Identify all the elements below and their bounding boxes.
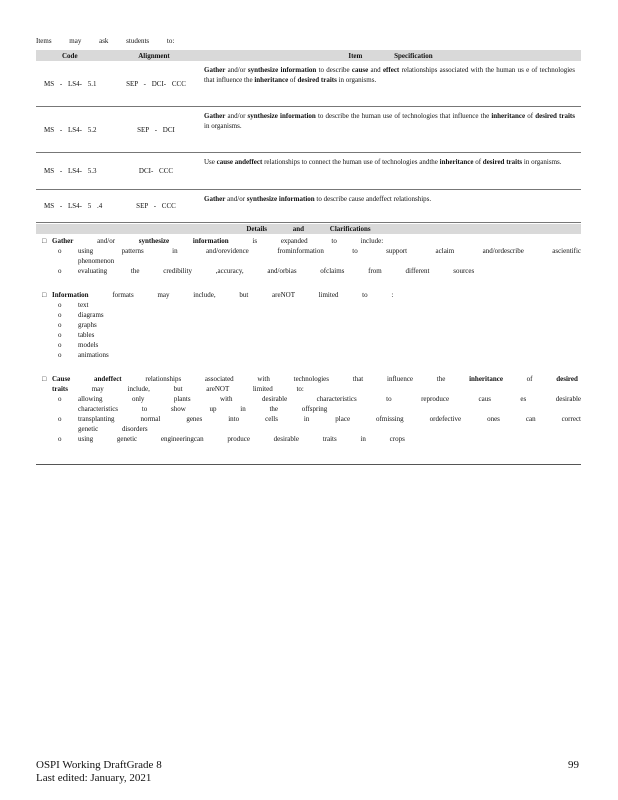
row-alignment: SEP - CCC <box>136 202 176 210</box>
circle-bullet-icon: o <box>58 435 62 443</box>
bold-term: cause andeffect <box>216 158 263 166</box>
text-run: and/or <box>225 112 248 120</box>
header-spec: Item Specification <box>348 51 433 60</box>
bold-term: synthesize <box>246 195 278 203</box>
sub-bullet-item <box>42 246 581 266</box>
bold-term: inheritance <box>439 158 474 166</box>
square-bullet-icon: □ <box>42 237 47 245</box>
text-run: of <box>502 375 557 383</box>
sub-bullet-text: evaluating the credibility ,accuracy, and/orbias ofclaims from different sources <box>78 267 475 275</box>
sub-bullet-text: models <box>78 341 99 349</box>
circle-bullet-icon: o <box>58 331 62 339</box>
bold-term: desired traits <box>52 375 578 393</box>
text-run: of <box>473 158 483 166</box>
sub-bullet-text: animations <box>78 351 109 359</box>
bold-term: cause <box>351 66 369 74</box>
clarification-block <box>42 374 581 444</box>
text-run: of <box>288 76 298 84</box>
bold-term: Gather <box>204 195 226 203</box>
text-run: formats may include, but areNOT limited to : <box>88 291 394 299</box>
text-run: in organisms. <box>336 76 377 84</box>
row-specification <box>204 190 581 222</box>
circle-bullet-icon: o <box>58 415 62 423</box>
bold-term: Gather <box>204 112 226 120</box>
sub-bullet-text: text <box>78 301 89 309</box>
bold-term: synthesize <box>247 66 279 74</box>
row-specification <box>204 107 581 152</box>
circle-bullet-icon: o <box>58 267 62 275</box>
sub-bullet-text: transplanting normal genes into cells in place ofmissing ordefective ones can correct genetic disorders <box>78 415 581 433</box>
clarification-block <box>42 236 581 276</box>
sub-bullet-text: graphs <box>78 321 97 329</box>
table-row <box>36 61 581 107</box>
bold-term: desired traits <box>535 112 575 120</box>
details-header: Details and Clarifications <box>36 224 581 234</box>
text-run: relationships associated with the human us e of technologies that influence the <box>204 66 576 84</box>
bullet-item <box>42 374 581 394</box>
square-bullet-icon: □ <box>42 375 47 383</box>
sub-bullet-item <box>42 340 581 350</box>
row-specification <box>204 153 581 189</box>
text-run: relationships associated with technologies that influence the <box>121 375 470 383</box>
table-row <box>36 190 581 223</box>
circle-bullet-icon: o <box>58 311 62 319</box>
sub-bullet-item <box>42 320 581 330</box>
item-specification-table <box>36 50 581 465</box>
sub-bullet-item <box>42 310 581 320</box>
row-alignment: SEP - DCI- CCC <box>126 79 186 88</box>
sub-bullet-text: allowing only plants with desirable characteristics to reproduce caus es desirable characteristics to show up in the offspring <box>78 395 581 413</box>
bold-term: information <box>192 237 229 245</box>
text-run: is expanded to include: <box>228 237 384 245</box>
bold-term: synthesize <box>247 112 278 120</box>
sub-bullet-item <box>42 350 581 360</box>
details-section <box>36 234 581 465</box>
text-run: and/or <box>225 195 247 203</box>
header-alignment: Alignment <box>138 51 170 60</box>
row-code: MS - LS4- 5.3 <box>44 167 97 175</box>
text-run: and/or <box>225 66 248 74</box>
sub-bullet-text: diagrams <box>78 311 104 319</box>
text-run: Use <box>204 158 217 166</box>
sub-bullet-text: tables <box>78 331 95 339</box>
circle-bullet-icon: o <box>58 301 62 309</box>
bold-term: effect <box>382 66 400 74</box>
text-run: and <box>368 66 383 74</box>
intro-text: Items may ask students to: <box>36 37 175 45</box>
table-row <box>36 107 581 153</box>
bold-term: desired traits <box>297 76 337 84</box>
header-code: Code <box>62 51 78 60</box>
bold-term: information <box>280 112 316 120</box>
bold-term: information <box>280 66 317 74</box>
circle-bullet-icon: o <box>58 351 62 359</box>
sub-bullet-item <box>42 266 581 276</box>
circle-bullet-icon: o <box>58 341 62 349</box>
text-run: to describe cause andeffect relationships. <box>314 195 432 203</box>
table-header <box>36 50 581 61</box>
circle-bullet-icon: o <box>58 247 62 255</box>
text-run: to describe <box>316 66 352 74</box>
bold-term: Gather <box>52 237 74 245</box>
bold-term: inheritance <box>254 76 289 84</box>
footer-edited-date: Last edited: January, 2021 <box>36 772 152 784</box>
row-alignment: SEP - DCI <box>137 125 175 134</box>
footer-draft-label: OSPI Working DraftGrade 8 <box>36 759 162 771</box>
sub-bullet-item <box>42 300 581 310</box>
bullet-item <box>42 236 581 246</box>
page-number: 99 <box>568 759 579 771</box>
text-run: to describe the human use of technologies that influence the <box>315 112 492 120</box>
bold-term: Information <box>52 291 89 299</box>
sub-bullet-text: using genetic engineeringcan produce desirable traits in crops <box>78 435 405 443</box>
bold-term: synthesize <box>138 237 170 245</box>
text-run <box>169 237 193 245</box>
bold-term: inheritance <box>491 112 526 120</box>
text-run: in organisms. <box>204 122 242 130</box>
sub-bullet-item <box>42 414 581 434</box>
row-code: MS - LS4- 5.1 <box>44 79 97 88</box>
bold-term: Gather <box>204 66 226 74</box>
footer <box>36 759 162 785</box>
sub-bullet-text: using patterns in and/orevidence frominformation to support aclaim and/ordescribe ascientific phenomenon <box>78 247 581 265</box>
text-run: in organisms. <box>522 158 562 166</box>
row-specification <box>204 61 581 106</box>
square-bullet-icon: □ <box>42 291 47 299</box>
bullet-text <box>52 236 581 246</box>
bullet-text <box>52 374 581 394</box>
sub-bullet-item <box>42 434 581 444</box>
circle-bullet-icon: o <box>58 321 62 329</box>
circle-bullet-icon: o <box>58 395 62 403</box>
text-run: relationships to connect the human use of technologies andthe <box>262 158 440 166</box>
sub-bullet-item <box>42 330 581 340</box>
row-alignment: DCI- CCC <box>138 167 174 175</box>
text-run: and/or <box>73 237 139 245</box>
bold-term: Cause andeffect <box>52 375 122 383</box>
row-code: MS - LS4- 5.2 <box>44 125 97 134</box>
row-code: MS - LS4- 5 .4 <box>44 202 103 210</box>
table-row <box>36 153 581 190</box>
bold-term: desired traits <box>482 158 523 166</box>
bullet-item <box>42 290 581 300</box>
bullet-text <box>52 290 581 300</box>
text-run: may include, but areNOT limited to: <box>67 385 304 393</box>
sub-bullet-item <box>42 394 581 414</box>
clarification-block <box>42 290 581 360</box>
bold-term: information <box>278 195 315 203</box>
text-run: of <box>525 112 536 120</box>
bold-term: inheritance <box>469 375 503 383</box>
